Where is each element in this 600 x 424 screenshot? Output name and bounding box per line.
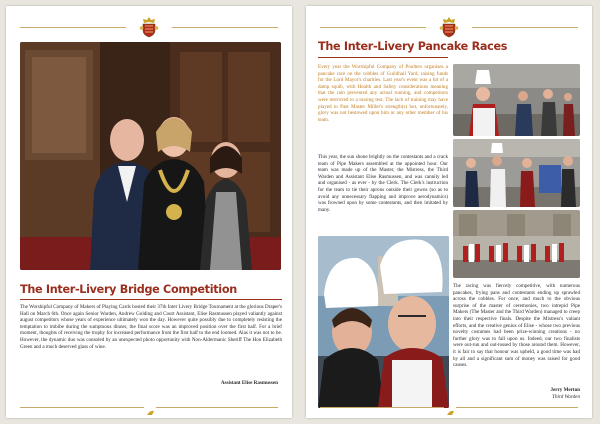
livery-crest-icon [139,16,159,38]
pancake-article-body-2: The racing was fiercely competitive, with numerous pancakes, frying pans and contestants ending up sprawled across the cobbles. For once, and much to the obvious surprise of the master of ceremonies, two intrepid Pipe Makers (The Master and the Third Warden) managed to creep into their respective finals. Despite the Mistress's valiant efforts, and the creative genius of Elise - whose two previous novelty costumes had been prize-winning creations - no further glory was to fall upon us. Indeed, our two finalists were out-run and out-tossed by those around them. However, it is fair to say that honour was upheld, a good time was had by all and a significant sum of money was raised for good causes. [453,283,580,369]
footer-rule [20,407,144,408]
pancake-race-photo-2 [453,139,580,207]
pancake-article-signature [500,387,580,400]
bridge-article-signature: Assistant Elise Rasmussen [220,380,278,386]
footer-rule [320,407,444,408]
pancake-article-intro: Every year the Worshipful Company of Poulters organises a pancake race on the cobbles of Guildhall Yard, raising funds for the Lord Mayor's charities. Last year's event was a bit of a damp squib, with Health and Safety considerations meaning that the rain prevented any actual running, and competitors were restricted to a tossing test. The lack of training may have played to Past Master Miller's strength(s) but, unfortunately, glory was not bestowed upon him or any other member of his team. [318,64,448,123]
header-rule [320,27,426,28]
header-rule [472,27,578,28]
bridge-article-body: The Worshipful Company of Makers of Playing Cards hosted their 37th Inter Livery Bridge Tournament at the glorious Draper's Hall on March 6th. Once again Senior Warden, Andrew Golding and Court Assistant, Elise Rasmussen played valiantly against august competitors whose years of experience ultimately won the day. However quite possibly due to completely resisting the temptation to imbibe during the sumptuous dinner, the final score was an improved position over the first half. For a brief moment, thoughts of receiving the trophy for increased performance from the first half to the end loomed. Alas it was not to be. However, the dynamic duo was consoled by an unexpected photo opportunity with Non-Aldermanic Sheriff The Hon Elizabeth Green and a much deserved glass of wine. [20,304,282,350]
header-rule [20,27,126,28]
pipe-mark-icon [146,404,155,412]
left-header [6,14,292,36]
signature-name: Jerry Merton [550,387,580,393]
pancake-race-photo-3 [453,210,580,278]
header-rule [172,27,278,28]
footer-rule [156,407,278,408]
pancake-article-title: The Inter-Livery Pancake Races [318,40,508,53]
pancake-team-selfie-photo [318,236,449,408]
left-page [6,6,292,418]
title-rule [20,299,282,300]
pipe-mark-icon [446,404,455,412]
title-rule [318,57,448,58]
footer-rule [456,407,578,408]
bridge-team-photo [20,42,281,270]
bridge-article-title: The Inter-Livery Bridge Competition [20,283,237,296]
right-page [306,6,592,418]
signature-role: Third Warden [552,393,580,400]
pancake-race-photo-1 [453,64,580,136]
pancake-article-body-1: This year, the sun shone brightly on the contestants and a crack team of Pipe Makers assembled at the appointed hour. Our team was made up of the Master, the Mistress, the Third Warden and Assistant Elise Rasmussen, and was cannily led and organised - as ever - by the Clerk. The Clerk's instruction for the team to tie their aprons outside their gowns (so as to avoid any unnecessary flapping and improve aerodynamics) was frowned upon by some contestants, and then imitated by many. [318,154,448,213]
livery-crest-icon [439,16,459,38]
right-header [306,14,592,36]
